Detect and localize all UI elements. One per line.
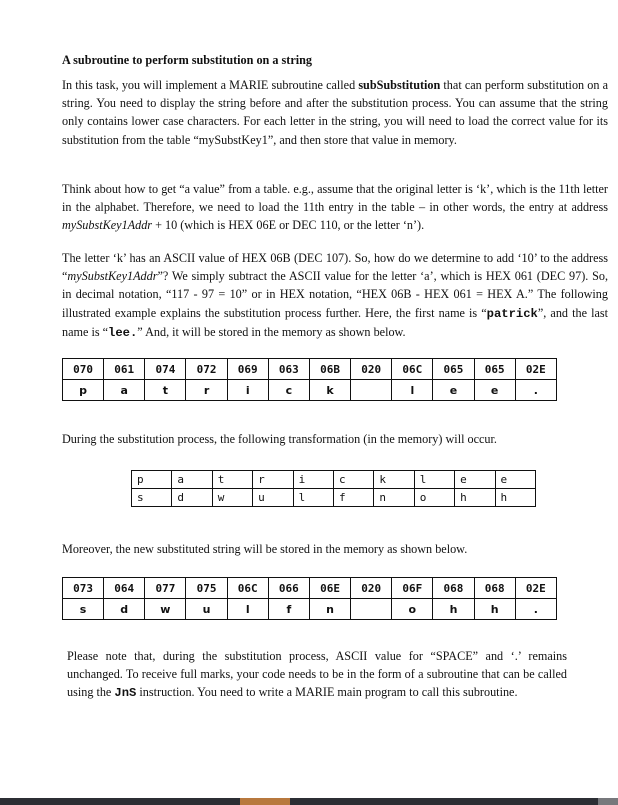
char-cell: . xyxy=(515,599,556,620)
paragraph-transformation: During the substitution process, the following transformation (in the memory) will occur. xyxy=(62,432,497,446)
original-cell: a xyxy=(172,471,212,489)
hex-cell: 074 xyxy=(145,359,186,380)
substituted-cell: d xyxy=(172,489,212,507)
char-cell: l xyxy=(227,599,268,620)
hex-cell: 06E xyxy=(309,578,350,599)
char-cell: e xyxy=(433,380,474,401)
substituted-cell: u xyxy=(253,489,293,507)
char-cell: f xyxy=(268,599,309,620)
original-cell: i xyxy=(293,471,333,489)
original-row xyxy=(132,471,536,489)
original-cell: l xyxy=(414,471,454,489)
char-cell: k xyxy=(309,380,350,401)
hex-cell: 072 xyxy=(186,359,227,380)
substituted-cell: o xyxy=(414,489,454,507)
transformation-table xyxy=(131,470,536,507)
char-cell: h xyxy=(433,599,474,620)
hex-cell: 061 xyxy=(104,359,145,380)
substituted-cell: w xyxy=(212,489,252,507)
char-row xyxy=(63,599,557,620)
substituted-cell: n xyxy=(374,489,414,507)
hex-cell: 073 xyxy=(63,578,104,599)
hex-cell: 065 xyxy=(474,359,515,380)
hex-cell: 066 xyxy=(268,578,309,599)
char-row xyxy=(63,380,557,401)
memory-table-substituted xyxy=(62,577,557,620)
char-cell: . xyxy=(515,380,556,401)
footer-bar xyxy=(0,798,618,805)
paragraph-notes: Please note that, during the substitution process, ASCII value for “SPACE” and ‘.’ remains unchanged. To receive full marks, your code needs to be in the form of a subroutine that can be called using the JnS instruction. You need to write a MARIE main program to call this subroutine. xyxy=(67,649,567,701)
char-cell: t xyxy=(145,380,186,401)
hex-cell: 068 xyxy=(474,578,515,599)
char-cell xyxy=(351,380,392,401)
hex-cell: 06C xyxy=(392,359,433,380)
hex-cell: 064 xyxy=(104,578,145,599)
hex-cell: 06C xyxy=(227,578,268,599)
original-cell: c xyxy=(333,471,373,489)
paragraph-ascii-explanation: The letter ‘k’ has an ASCII value of HEX 06B (DEC 107). So, how do we determine to add ‘10’ to the address “mySubstKey1Addr”? We simply subtract the ASCII value for the letter ‘a’, which is HEX 061 (DEC 97). So, in decimal notation, “117 - 97 = 10” or in HEX notation, “HEX 06B - HEX 061 = HEX A.” The following illustrated example explains the substitution process further. Here, the first name is “patrick”, and the last name is “lee.” And, it will be stored in the memory as shown below. xyxy=(62,251,608,340)
paragraph-intro: In this task, you will implement a MARIE subroutine called subSubstitution that can perform substitution on a string. You need to display the string before and after the substitution process. You can assume that the string only contains lower case characters. For each letter in the string, you will need to load the correct value for its substitution from the table “mySubstKey1”, and then store that value in memory. xyxy=(62,78,608,147)
substituted-cell: l xyxy=(293,489,333,507)
char-cell xyxy=(351,599,392,620)
original-cell: t xyxy=(212,471,252,489)
memory-table-original xyxy=(62,358,557,401)
substituted-cell: h xyxy=(455,489,495,507)
original-cell: e xyxy=(455,471,495,489)
footer-right-block xyxy=(598,798,618,805)
address-label: mySubstKey1Addr xyxy=(62,218,153,233)
char-cell: i xyxy=(227,380,268,401)
char-cell: l xyxy=(392,380,433,401)
section-title: A subroutine to perform substitution on a string xyxy=(62,53,312,67)
substituted-cell: h xyxy=(495,489,535,507)
char-cell: h xyxy=(474,599,515,620)
hex-cell: 020 xyxy=(351,359,392,380)
char-cell: s xyxy=(63,599,104,620)
substituted-cell: f xyxy=(333,489,373,507)
char-cell: o xyxy=(392,599,433,620)
hex-cell: 065 xyxy=(433,359,474,380)
original-cell: e xyxy=(495,471,535,489)
char-cell: w xyxy=(145,599,186,620)
first-name-code: patrick xyxy=(486,306,538,321)
hex-row xyxy=(63,359,557,380)
address-label: mySubstKey1Addr xyxy=(67,269,158,284)
footer-accent xyxy=(240,798,290,805)
hex-cell: 020 xyxy=(351,578,392,599)
original-cell: p xyxy=(132,471,172,489)
char-cell: c xyxy=(268,380,309,401)
hex-cell: 06B xyxy=(309,359,350,380)
last-name-code: lee. xyxy=(108,325,138,340)
jns-instruction: JnS xyxy=(114,686,137,701)
subroutine-name: subSubstitution xyxy=(358,78,441,92)
hex-cell: 063 xyxy=(268,359,309,380)
substituted-row xyxy=(132,489,536,507)
hex-cell: 077 xyxy=(145,578,186,599)
paragraph-new-string: Moreover, the new substituted string will be stored in the memory as shown below. xyxy=(62,542,468,556)
hex-cell: 075 xyxy=(186,578,227,599)
char-cell: a xyxy=(104,380,145,401)
original-cell: k xyxy=(374,471,414,489)
substituted-cell: s xyxy=(132,489,172,507)
hex-cell: 069 xyxy=(227,359,268,380)
char-cell: p xyxy=(63,380,104,401)
hex-cell: 06F xyxy=(392,578,433,599)
char-cell: e xyxy=(474,380,515,401)
original-cell: r xyxy=(253,471,293,489)
char-cell: d xyxy=(104,599,145,620)
hex-cell: 070 xyxy=(63,359,104,380)
hex-row xyxy=(63,578,557,599)
hex-cell: 068 xyxy=(433,578,474,599)
char-cell: u xyxy=(186,599,227,620)
hex-cell: 02E xyxy=(515,578,556,599)
paragraph-table-lookup: Think about how to get “a value” from a table. e.g., assume that the original letter is ‘k’, which is the 11th letter in the alphabet. Therefore, we need to load the 11th entry in the table – in other words, the entry at address mySubstKey1Addr + 10 (which is HEX 06E or DEC 110, or the letter ‘n’). xyxy=(62,182,608,233)
hex-cell: 02E xyxy=(515,359,556,380)
char-cell: n xyxy=(309,599,350,620)
char-cell: r xyxy=(186,380,227,401)
